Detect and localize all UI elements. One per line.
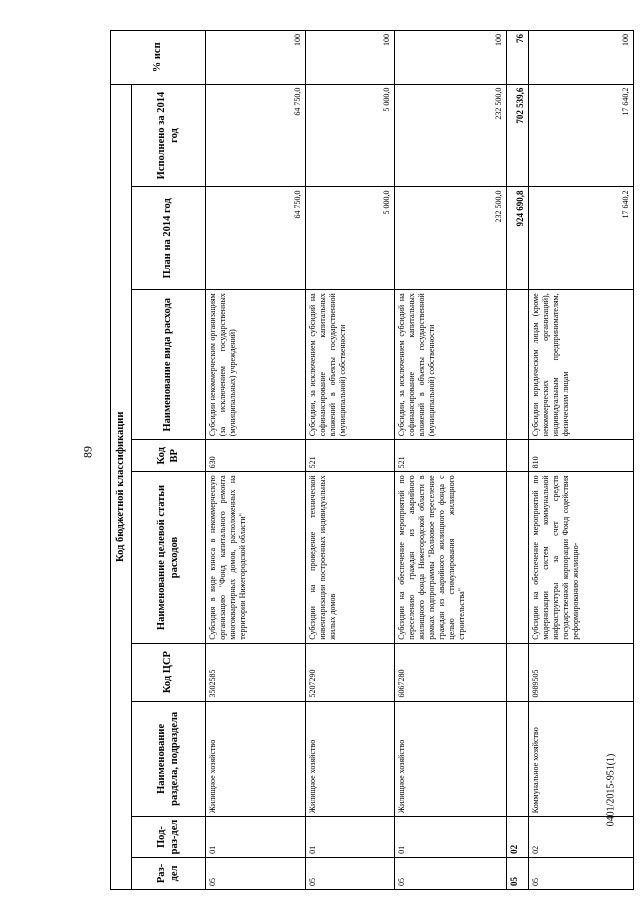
cell-csr: 5207290 <box>306 643 395 701</box>
cell-razdel: 05 <box>507 857 529 889</box>
cell-csr: 6067280 <box>395 643 507 701</box>
cell-csr-name <box>507 472 529 643</box>
cell-razdel: 05 <box>306 857 395 889</box>
header-kod-vr: Код ВР <box>132 440 206 472</box>
cell-vr-name: Субсидии, за исключением субсидий на софинансирование капитальных вложений в объекты государственной (муниципальной) собственности <box>395 290 507 440</box>
cell-pct: 100 <box>529 31 634 85</box>
cell-plan: 924 690,8 <box>507 187 529 290</box>
cell-isp: 232 500,0 <box>395 84 507 187</box>
cell-csr-name: Субсидии на обеспечение мероприятий по модернизации систем коммунальной инфраструктуры за счет средств государственной корпорации Фонд содействия реформированию жилищно- <box>529 472 634 643</box>
header-name-razdel: Наименование раздела, подраздела <box>132 701 206 817</box>
cell-csr-name: Субсидии на обеспечение мероприятий по переселению граждан из аварийного жилищного фонда Нижегородской области в рамках подпрограммы "Волновое переселение граждан из аварийного жилищного фонда с целью стимулирования жилищного строительства" <box>395 472 507 643</box>
table-row <box>395 31 507 890</box>
cell-razdel: 05 <box>529 857 634 889</box>
cell-plan: 17 640,2 <box>529 187 634 290</box>
table-row-subtotal <box>507 31 529 890</box>
header-plan: План на 2014 год <box>132 187 206 290</box>
cell-vr: 521 <box>395 440 507 472</box>
cell-podrazdel: 02 <box>529 817 634 858</box>
header-pct: % исп <box>111 31 206 85</box>
cell-plan: 64 750,0 <box>206 187 306 290</box>
table-row <box>529 31 634 890</box>
cell-razdel: 05 <box>395 857 507 889</box>
cell-vr <box>507 440 529 472</box>
cell-csr <box>507 643 529 701</box>
cell-podrazdel: 01 <box>395 817 507 858</box>
cell-isp: 702 539,6 <box>507 84 529 187</box>
cell-podrazdel: 01 <box>206 817 306 858</box>
cell-csr-name: Субсидии на проведение технической инвентаризации построенных индивидуальных жилых домов <box>306 472 395 643</box>
header-kod-csr: Код ЦСР <box>132 643 206 701</box>
document-id: 0401/2015-951(1) <box>605 753 617 827</box>
cell-name: Жилищное хозяйство <box>306 701 395 817</box>
cell-pct: 100 <box>206 31 306 85</box>
header-razdel: Раз-дел <box>132 857 206 889</box>
cell-plan: 5 000,0 <box>306 187 395 290</box>
cell-csr: 0989505 <box>529 643 634 701</box>
cell-isp: 17 640,2 <box>529 84 634 187</box>
cell-vr-name: Субсидии некоммерческим организациям (за исключением государственных (муниципальных) учреждений) <box>206 290 306 440</box>
cell-vr-name: Субсидии, за исключением субсидий на софинансирование капитальных вложений в объекты государственной (муниципальной) собственности <box>306 290 395 440</box>
header-name-csr: Наименование целевой статьи расходов <box>132 472 206 643</box>
table-row <box>306 31 395 890</box>
table-row <box>206 31 306 890</box>
page-number: 89 <box>80 446 95 458</box>
cell-pct: 76 <box>507 31 529 85</box>
cell-name: Коммунальное хозяйство <box>529 701 634 817</box>
cell-csr-name: Субсидия в виде взноса в некоммерческую организацию "Фонд капитального ремонта многоквартирных домов, расположенных на территории Нижегородской области" <box>206 472 306 643</box>
budget-table <box>110 30 634 890</box>
header-podrazdel: Под-раз-дел <box>132 817 206 858</box>
header-name-vr: Наименование вида расхода <box>132 290 206 440</box>
cell-name: Жилищное хозяйство <box>395 701 507 817</box>
cell-vr: 810 <box>529 440 634 472</box>
cell-csr: 3502585 <box>206 643 306 701</box>
cell-pct: 100 <box>395 31 507 85</box>
header-ispolneno: Исполнено за 2014 год <box>132 84 206 187</box>
budget-table-sheet <box>110 30 630 890</box>
cell-plan: 232 500,0 <box>395 187 507 290</box>
cell-name: Жилищное хозяйство <box>206 701 306 817</box>
cell-pct: 100 <box>306 31 395 85</box>
cell-vr-name: Субсидии юридическим лицам (кроме некоммерческих организаций), индивидуальным предпринимателям, физическим лицам <box>529 290 634 440</box>
cell-razdel: 05 <box>206 857 306 889</box>
cell-podrazdel: 02 <box>507 817 529 858</box>
cell-vr: 521 <box>306 440 395 472</box>
group-header: Код бюджетной классификации <box>111 84 132 889</box>
cell-podrazdel: 01 <box>306 817 395 858</box>
cell-isp: 64 750,0 <box>206 84 306 187</box>
cell-vr-name <box>507 290 529 440</box>
cell-isp: 5 000,0 <box>306 84 395 187</box>
cell-vr: 630 <box>206 440 306 472</box>
cell-name <box>507 701 529 817</box>
